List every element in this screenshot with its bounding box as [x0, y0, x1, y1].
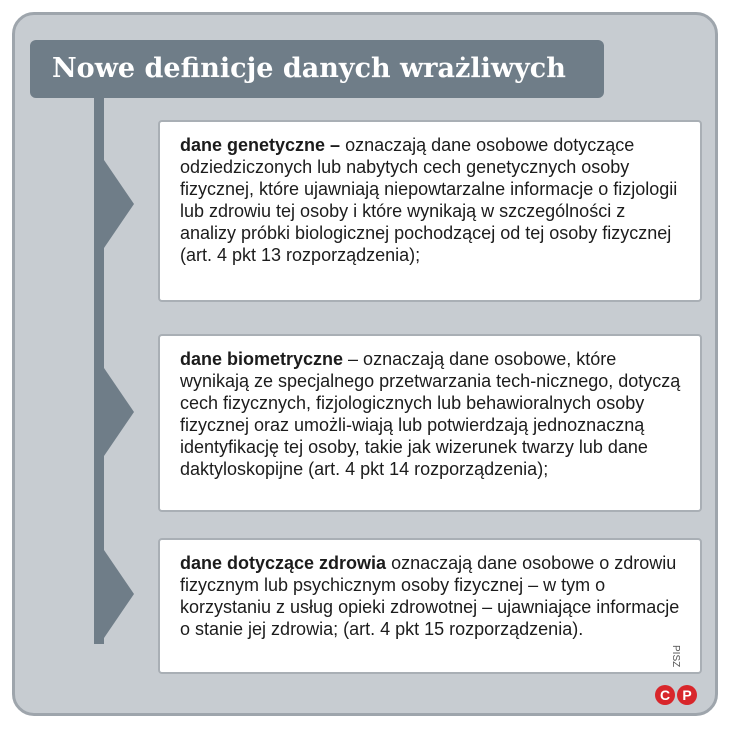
definition-text [180, 552, 686, 640]
definition-body: oznaczają dane osobowe o zdrowiu fizycznym lub psychicznym osoby fizycznej – w tym o korzystaniu z usług opieki zdrowotnej – ujawniające informacje o stanie jej zdrowia; (art. 4 pkt 15 rozporządzenia). [180, 553, 680, 639]
arrow-pointer-2 [104, 368, 134, 456]
definition-card-biometric [158, 334, 702, 512]
definition-term: dane genetyczne – [180, 135, 341, 155]
definition-card-health [158, 538, 702, 674]
definition-body: oznaczają dane osobowe dotyczące odziedziczonych lub nabytych cech genetycznych osoby fizycznej, które ujawniają niepowtarzalne informacje o fizjologii lub zdrowiu tej osoby i które wynikają w szczególności z analizy próbki biologicznej pochodzącej od tej osoby fizycznej (art. 4 pkt 13 rozporządzenia); [180, 135, 678, 265]
arrow-pointer-3 [104, 550, 134, 638]
definition-body: – oznaczają dane osobowe, które wynikają ze specjalnego przetwarzania tech-nicznego, dotyczą cech fizycznych, fizjologicznych lub behawioralnych osoby fizycznej oraz umożli-wiają lub potwierdzają jednoznaczną identyfikację tej osoby, takie jak wizerunek twarzy lub dane daktyloskopijne (art. 4 pkt 14 rozporządzenia); [180, 349, 681, 479]
definition-term: dane biometryczne [180, 349, 344, 369]
definition-term: dane dotyczące zdrowia [180, 553, 387, 573]
definition-card-genetic [158, 120, 702, 302]
author-credit: PISZ [670, 645, 681, 668]
connector-line [94, 98, 104, 644]
copyright-logo-p: P [677, 685, 697, 705]
definition-text [180, 348, 686, 480]
arrow-pointer-1 [104, 160, 134, 248]
definition-text [180, 134, 686, 266]
page-title: Nowe definicje danych wrażliwych [30, 40, 604, 98]
copyright-logo-c: C [655, 685, 675, 705]
